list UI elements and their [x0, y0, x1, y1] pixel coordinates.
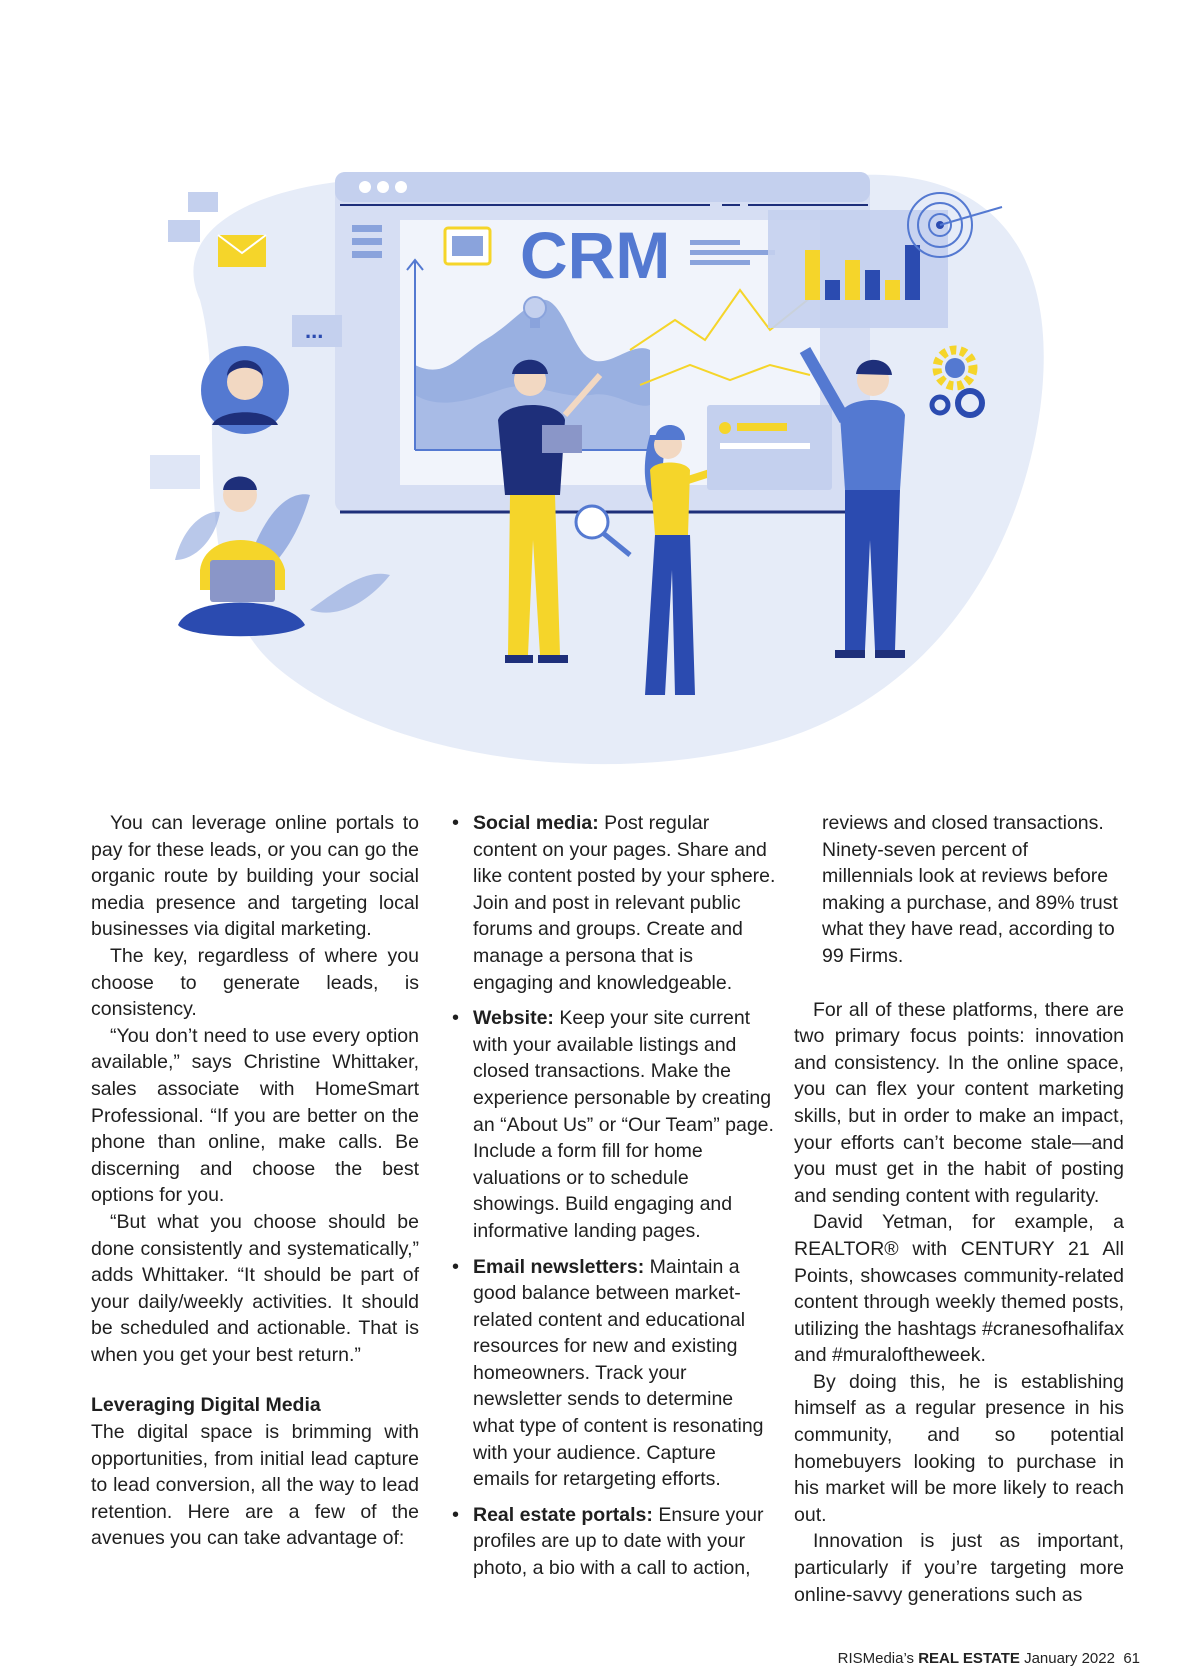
list-item [452, 1005, 776, 1244]
section-heading: Leveraging Digital Media [91, 1394, 321, 1417]
avatar-icon [201, 346, 289, 434]
paragraph: The digital space is brimming with opportunities, from initial lead capture to lead conversion, all the way to lead retention. Here are a few of the avenues you can take advantage of: [91, 1421, 419, 1550]
laptop-icon [542, 425, 582, 453]
paragraph: By doing this, he is establishing himself as a regular presence in his community, and so potential homebuyers looking to purchase in his market will be more likely to reach out. [794, 1370, 1124, 1526]
laptop-icon [210, 560, 275, 602]
bullet-term: Social media: [473, 812, 599, 834]
crm-illustration [140, 150, 1100, 770]
article-column-3 [794, 810, 1124, 1608]
bullet-list [452, 810, 776, 1582]
bullet-text: Maintain a good balance between market-related content and educational resources for new and existing homeowners. Track your newsletter sends to determine what type of content is resonating with your audience. Capture emails for retargeting efforts. [473, 1255, 764, 1491]
page-footer [838, 1650, 1140, 1667]
paragraph: Innovation is just as important, particularly if you’re targeting more online-savvy generations such as [794, 1530, 1124, 1606]
bar-chart-icon [768, 210, 948, 328]
paragraph: “You don’t need to use every option available,” says Christine Whittaker, sales associate with HomeSmart Professional. “If you are better on the phone than online, make calls. Be discerning and choose the best options for you. [91, 1024, 419, 1207]
list-item [452, 810, 776, 996]
info-card [707, 405, 832, 490]
magazine-title: REAL ESTATE [918, 1650, 1020, 1667]
calendar-icon [445, 228, 490, 264]
bullet-term: Email newsletters: [473, 1255, 645, 1278]
paragraph: The key, regardless of where you choose to generate leads, is consistency. [91, 944, 419, 1021]
bullet-term: Website: [473, 1007, 554, 1030]
svg-text:...: ... [305, 318, 324, 343]
spacer [794, 970, 1124, 997]
bullet-text: Keep your site current with your available listings and closed transactions. Make the experience personable by creating an “About Us” or “Our Team” page. Include a form fill for home valuations or to schedule showings. Build engaging and informative landing pages. [473, 1007, 774, 1242]
paragraph: David Yetman, for example, a REALTOR® with CENTURY 21 All Points, showcases community-related content through weekly themed posts, utilizing the hashtags #cranesofhalifax and #muraloftheweek. [794, 1211, 1124, 1367]
paragraph: “But what you choose should be done consistently and systematically,” adds Whittaker. “It should be part of your daily/weekly activities. It should be scheduled and actionable. That is when you get your best return.” [91, 1210, 419, 1366]
crm-label: CRM [520, 218, 671, 292]
paragraph: For all of these platforms, there are two primary focus points: innovation and consistency. In the online space, you can flex your content marketing skills, but in order to make an impact, your efforts can’t become stale—and you must get in the habit of posting and sending content with regularity. [794, 998, 1124, 1207]
article-column-2 [452, 810, 776, 1591]
list-item [452, 1254, 776, 1493]
paragraph-continuation: reviews and closed transactions. Ninety-seven percent of millennials look at reviews before making a purchase, and 89% trust what they have read, according to 99 Firms. [822, 812, 1118, 967]
page-number: 61 [1123, 1650, 1140, 1667]
paragraph: You can leverage online portals to pay for these leads, or you can go the organic route by building your social media presence and targeting local businesses via digital marketing. [91, 812, 419, 941]
article-column-1 [91, 810, 419, 1552]
publisher-name: RISMedia’s [837, 1650, 915, 1667]
issue-date: January 2022 [1024, 1650, 1115, 1667]
bullet-term: Real estate portals: [473, 1503, 653, 1526]
bullet-text: Ensure your profiles are up to date with your photo, a bio with a call to action, [473, 1503, 764, 1580]
list-item [452, 1502, 776, 1582]
bullet-text: Post regular content on your pages. Share and like content posted by your sphere. Join and post in relevant public forums and groups. Create and manage a persona that is engaging and knowledgeable. [473, 812, 776, 994]
